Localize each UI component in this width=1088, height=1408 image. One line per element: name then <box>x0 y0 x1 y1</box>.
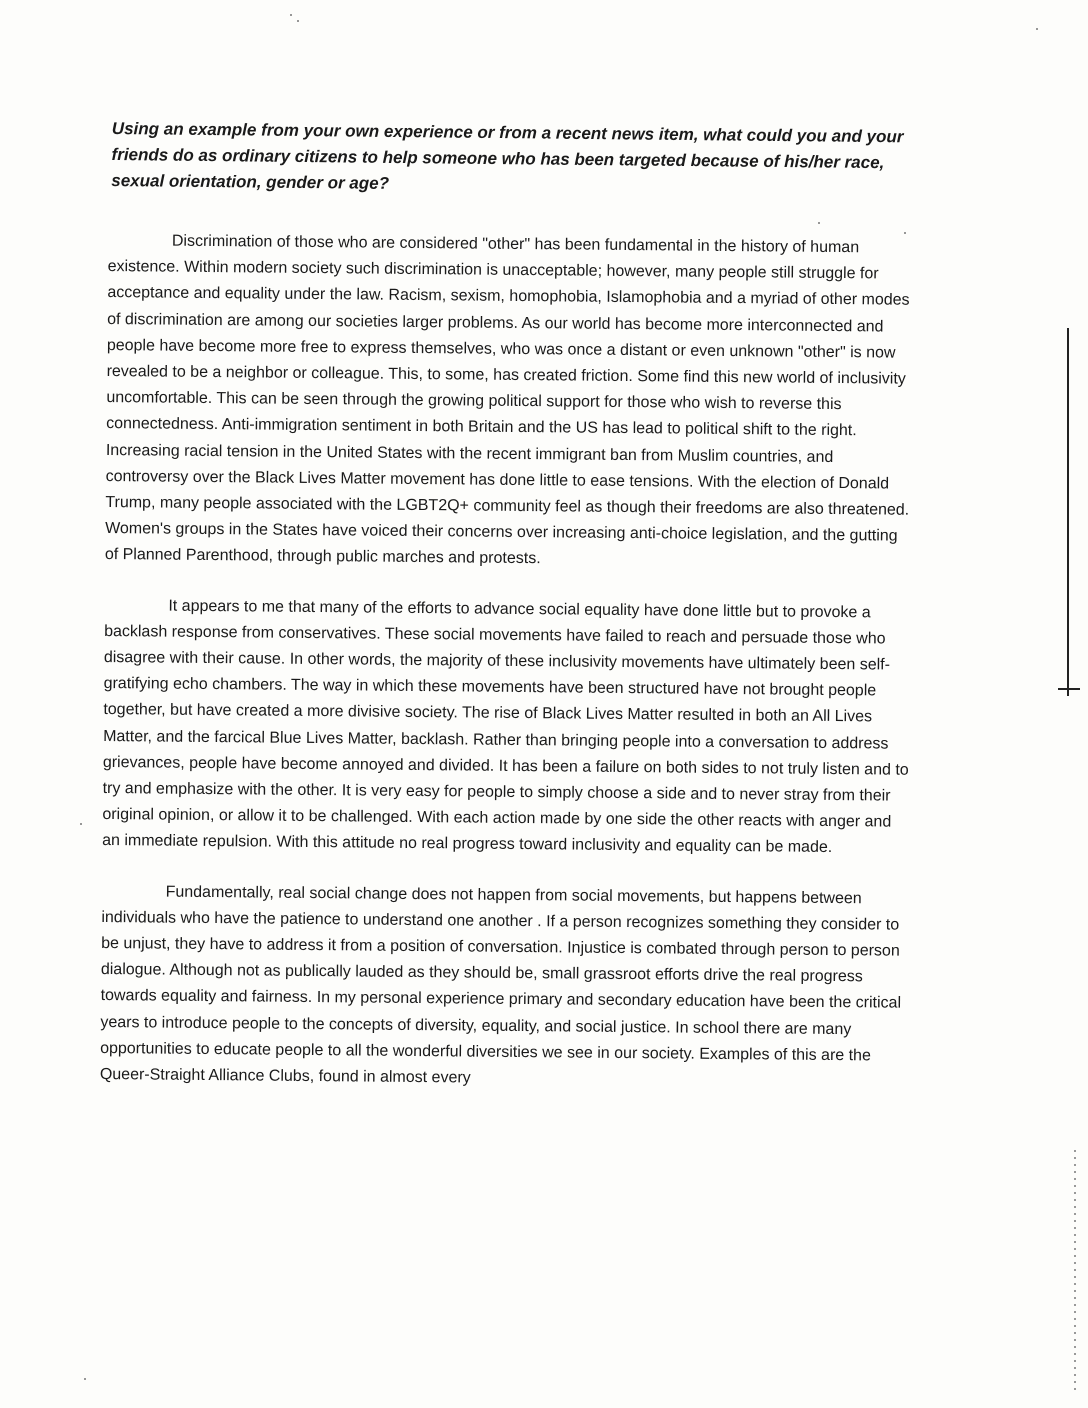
essay-body <box>100 228 918 1120</box>
scan-speck <box>84 1378 86 1380</box>
scan-speck <box>290 14 292 16</box>
scan-speck <box>818 222 820 224</box>
edge-scan-dots <box>1074 1150 1076 1390</box>
scan-speck <box>904 232 906 234</box>
paragraph-3: Fundamentally, real social change does not happen from social movements, but happens between individuals who have the patience to understand one another . If a person recognizes something they consider to be unjust, they have to address it from a position of conversation. Injustice is combated through person to person dialogue. Although not as publically lauded as they should be, small grassroot efforts drive the real progress towards equality and fairness. In my personal experience primary and secondary education have been the critical years to introduce people to the concepts of diversity, equality, and social justice. In school there are many opportunities to educate people to all the wonderful diversities we see in our society. Examples of this are the Queer-Straight Alliance Clubs, found in almost every <box>99 883 902 1087</box>
paragraph-1: Discrimination of those who are considered "other" has been fundamental in the history of human existence. Within modern society such discrimination is unacceptable; however, many people still struggle for acceptance and equality under the law. Racism, sexism, homophobia, Islamophobia and a myriad of other modes of discrimination are among our societies larger problems. As our world has become more interconnected and people have become more free to express themselves, who was once a distant or even unknown "other" is now revealed to be a neighbor or colleague. This, to some, has created friction. Some find this new world of inclusivity uncomfortable. This can be seen through the growing political support for those who wish to reverse this connectedness. Anti-immigration sentiment in both Britain and the US has lead to political shift to the right. Increasing racial tension in the United States with the recent immigrant ban from Muslim countries, and controversy over the Black Lives Matter movement has done little to ease tensions. With the election of Donald Trump, many people associated with the LGBT2Q+ community feel as though their freedoms are also threatened. Women's groups in the States have voiced their concerns over increasing anti-choice legislation, and the gutting of Planned Parenthood, through public marches and protests. <box>104 232 910 568</box>
margin-scan-line <box>1067 328 1069 696</box>
scan-speck <box>80 823 82 825</box>
essay-prompt: Using an example from your own experience or from a recent news item, what could you and your friends do as ordinary citizens to help someone who has been targeted because of his/her race, sexual orientation, gender or age? <box>111 118 904 193</box>
scan-speck <box>1036 28 1038 30</box>
scan-speck <box>297 20 299 22</box>
margin-scan-tick <box>1058 688 1080 690</box>
paragraph-2: It appears to me that many of the efforts to advance social equality have done little but to provoke a backlash response from conservatives. These social movements have failed to reach and persuade those who disagree with their cause. In other words, the majority of these inclusivity movements have ultimately been self-gratifying echo chambers. The way in which these movements have been structured have not brought people together, but have created a more divisive society. The rise of Black Lives Matter resulted in both an All Lives Matter, and the farcical Blue Lives Matter, backlash. Rather than bringing people into a conversation to address grievances, people have become annoyed and divided. It has been a failure on both sides to not truly listen and to try and emphasize with the other. It is very easy for people to simply choose a side and to never stray from their original opinion, or allow it to be challenged. With each action made by one side the other reacts with anger and an immediate repulsion. With this attitude no real progress toward inclusivity and equality can be made. <box>102 597 909 857</box>
